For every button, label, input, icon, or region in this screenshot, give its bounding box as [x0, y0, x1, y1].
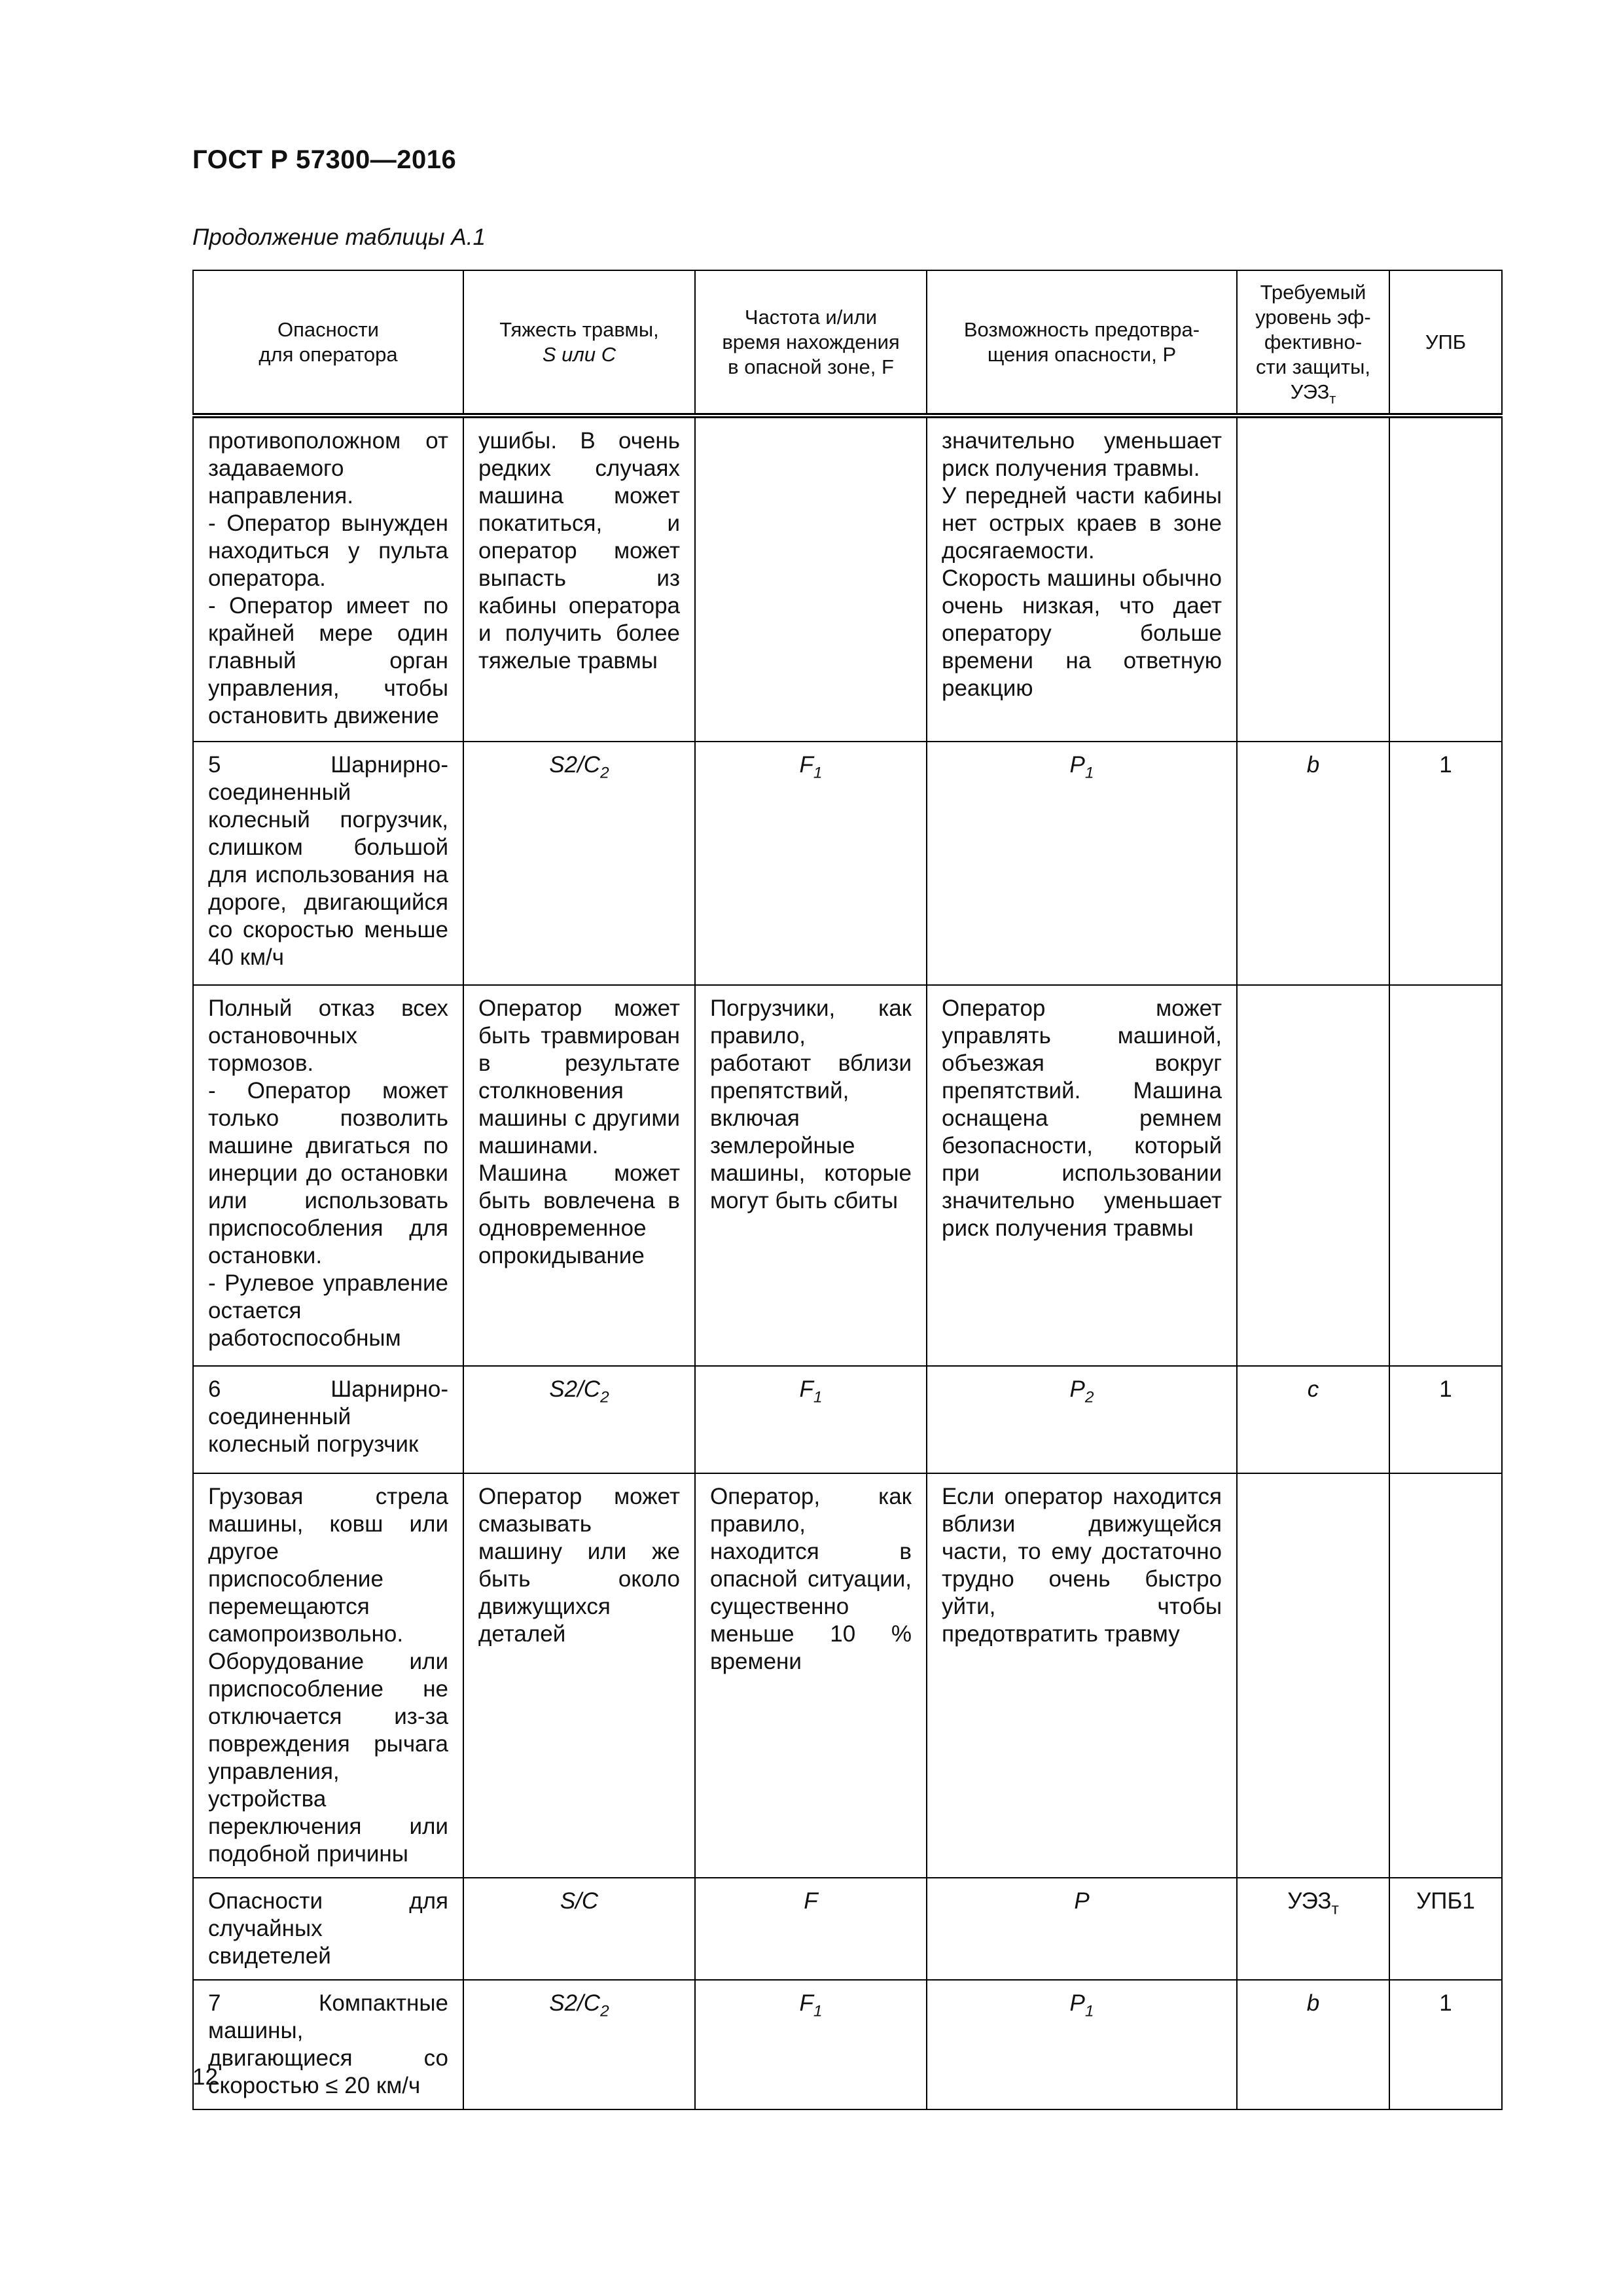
table-row — [193, 1473, 1502, 1878]
table-row — [193, 1980, 1502, 2109]
cell-avoidance: Оператор может управлять машиной, объезжая вокруг препятствий. Машина оснащена ремнем безопасности, который при использовании значительно уменьшает риск получения травмы — [927, 985, 1237, 1366]
cell-frequency: Погрузчики, как правило, работают вблизи препятствий, включая землеройные машины, которые могут быть сбиты — [695, 985, 927, 1366]
cell-hazard: Опасности для случайных свидетелей — [193, 1878, 463, 1980]
cell-severity: $S2/C_2$ — [463, 1980, 695, 2109]
table-row — [193, 742, 1502, 985]
hazard-table — [192, 270, 1503, 2110]
cell-level: b — [1237, 1980, 1389, 2109]
cell-severity: S/C — [463, 1878, 695, 1980]
table-row — [193, 1878, 1502, 1980]
cell-level: c — [1237, 1366, 1389, 1473]
col-header-hazards: Опасности для оператора — [193, 270, 463, 416]
cell-upb: УПБ1 — [1389, 1878, 1502, 1980]
table-row — [193, 985, 1502, 1366]
cell-upb: 1 — [1389, 742, 1502, 985]
cell-avoidance: $P_1$ — [927, 1980, 1237, 2109]
table-row — [193, 416, 1502, 742]
cell-upb — [1389, 416, 1502, 742]
cell-frequency — [695, 416, 927, 742]
col-header-severity: Тяжесть травмы, S или C — [463, 270, 695, 416]
table-caption: Продолжение таблицы А.1 — [192, 224, 486, 250]
col-header-avoidance: Возможность предотвра- щения опасности, P — [927, 270, 1237, 416]
document-header: ГОСТ Р 57300—2016 — [192, 145, 457, 174]
cell-frequency: $F_1$ — [695, 1980, 927, 2109]
cell-avoidance: $P_1$ — [927, 742, 1237, 985]
col-header-protection-level: Требуемый уровень эф- фективно- сти защиты, $УЭЗ_т$ — [1237, 270, 1389, 416]
cell-upb — [1389, 1473, 1502, 1878]
col-header-frequency: Частота и/или время нахождения в опасной зоне, F — [695, 270, 927, 416]
cell-level — [1237, 1473, 1389, 1878]
cell-hazard: 5 Шарнирно-соединенный колесный погрузчик, слишком большой для использования на дороге, двигающийся со скоростью меньше 40 км/ч — [193, 742, 463, 985]
cell-upb: 1 — [1389, 1366, 1502, 1473]
table-header-row — [193, 270, 1502, 416]
cell-avoidance: $P_2$ — [927, 1366, 1237, 1473]
cell-hazard: 7 Компактные машины, двигающиеся со скоростью ≤ 20 км/ч — [193, 1980, 463, 2109]
cell-level — [1237, 416, 1389, 742]
cell-severity: $S2/C_2$ — [463, 1366, 695, 1473]
cell-hazard: Грузовая стрела машины, ковш или другое приспособление перемещаются самопроизвольно. Оборудование или приспособление не отключается из-за повреждения рычага управления, устройства переключения или подобной причины — [193, 1473, 463, 1878]
cell-severity: Оператор может смазывать машину или же быть около движущихся деталей — [463, 1473, 695, 1878]
cell-severity: $S2/C_2$ — [463, 742, 695, 985]
cell-avoidance: значительно уменьшает риск получения травмы. У передней части кабины нет острых краев в зоне досягаемости. Скорость машины обычно очень низкая, что дает оператору больше времени на ответную реакцию — [927, 416, 1237, 742]
cell-hazard: противоположном от задаваемого направления. - Оператор вынужден находиться у пульта оператора. - Оператор имеет по крайней мере один главный орган управления, чтобы остановить движение — [193, 416, 463, 742]
cell-level: $УЭЗ_т$ — [1237, 1878, 1389, 1980]
col-header-upb: УПБ — [1389, 270, 1502, 416]
cell-severity: ушибы. В очень редких случаях машина может покатиться, и оператор может выпасть из кабины оператора и получить более тяжелые травмы — [463, 416, 695, 742]
cell-severity: Оператор может быть травмирован в результате столкновения машины с другими машинами. Машина может быть вовлечена в одновременное опрокидывание — [463, 985, 695, 1366]
cell-level — [1237, 985, 1389, 1366]
cell-upb: 1 — [1389, 1980, 1502, 2109]
cell-frequency: F — [695, 1878, 927, 1980]
cell-frequency: $F_1$ — [695, 742, 927, 985]
cell-upb — [1389, 985, 1502, 1366]
cell-hazard: Полный отказ всех остановочных тормозов. - Оператор может только позволить машине двигаться по инерции до остановки или использовать приспособления для остановки. - Рулевое управление остается работоспособным — [193, 985, 463, 1366]
cell-frequency: Оператор, как правило, находится в опасной ситуации, существенно меньше 10 % времени — [695, 1473, 927, 1878]
page-number: 12 — [192, 2064, 218, 2090]
cell-frequency: $F_1$ — [695, 1366, 927, 1473]
cell-hazard: 6 Шарнирно-соединенный колесный погрузчик — [193, 1366, 463, 1473]
table-row — [193, 1366, 1502, 1473]
cell-level: b — [1237, 742, 1389, 985]
cell-avoidance: Если оператор находится вблизи движущейся части, то ему достаточно трудно очень быстро уйти, чтобы предотвратить травму — [927, 1473, 1237, 1878]
cell-avoidance: P — [927, 1878, 1237, 1980]
